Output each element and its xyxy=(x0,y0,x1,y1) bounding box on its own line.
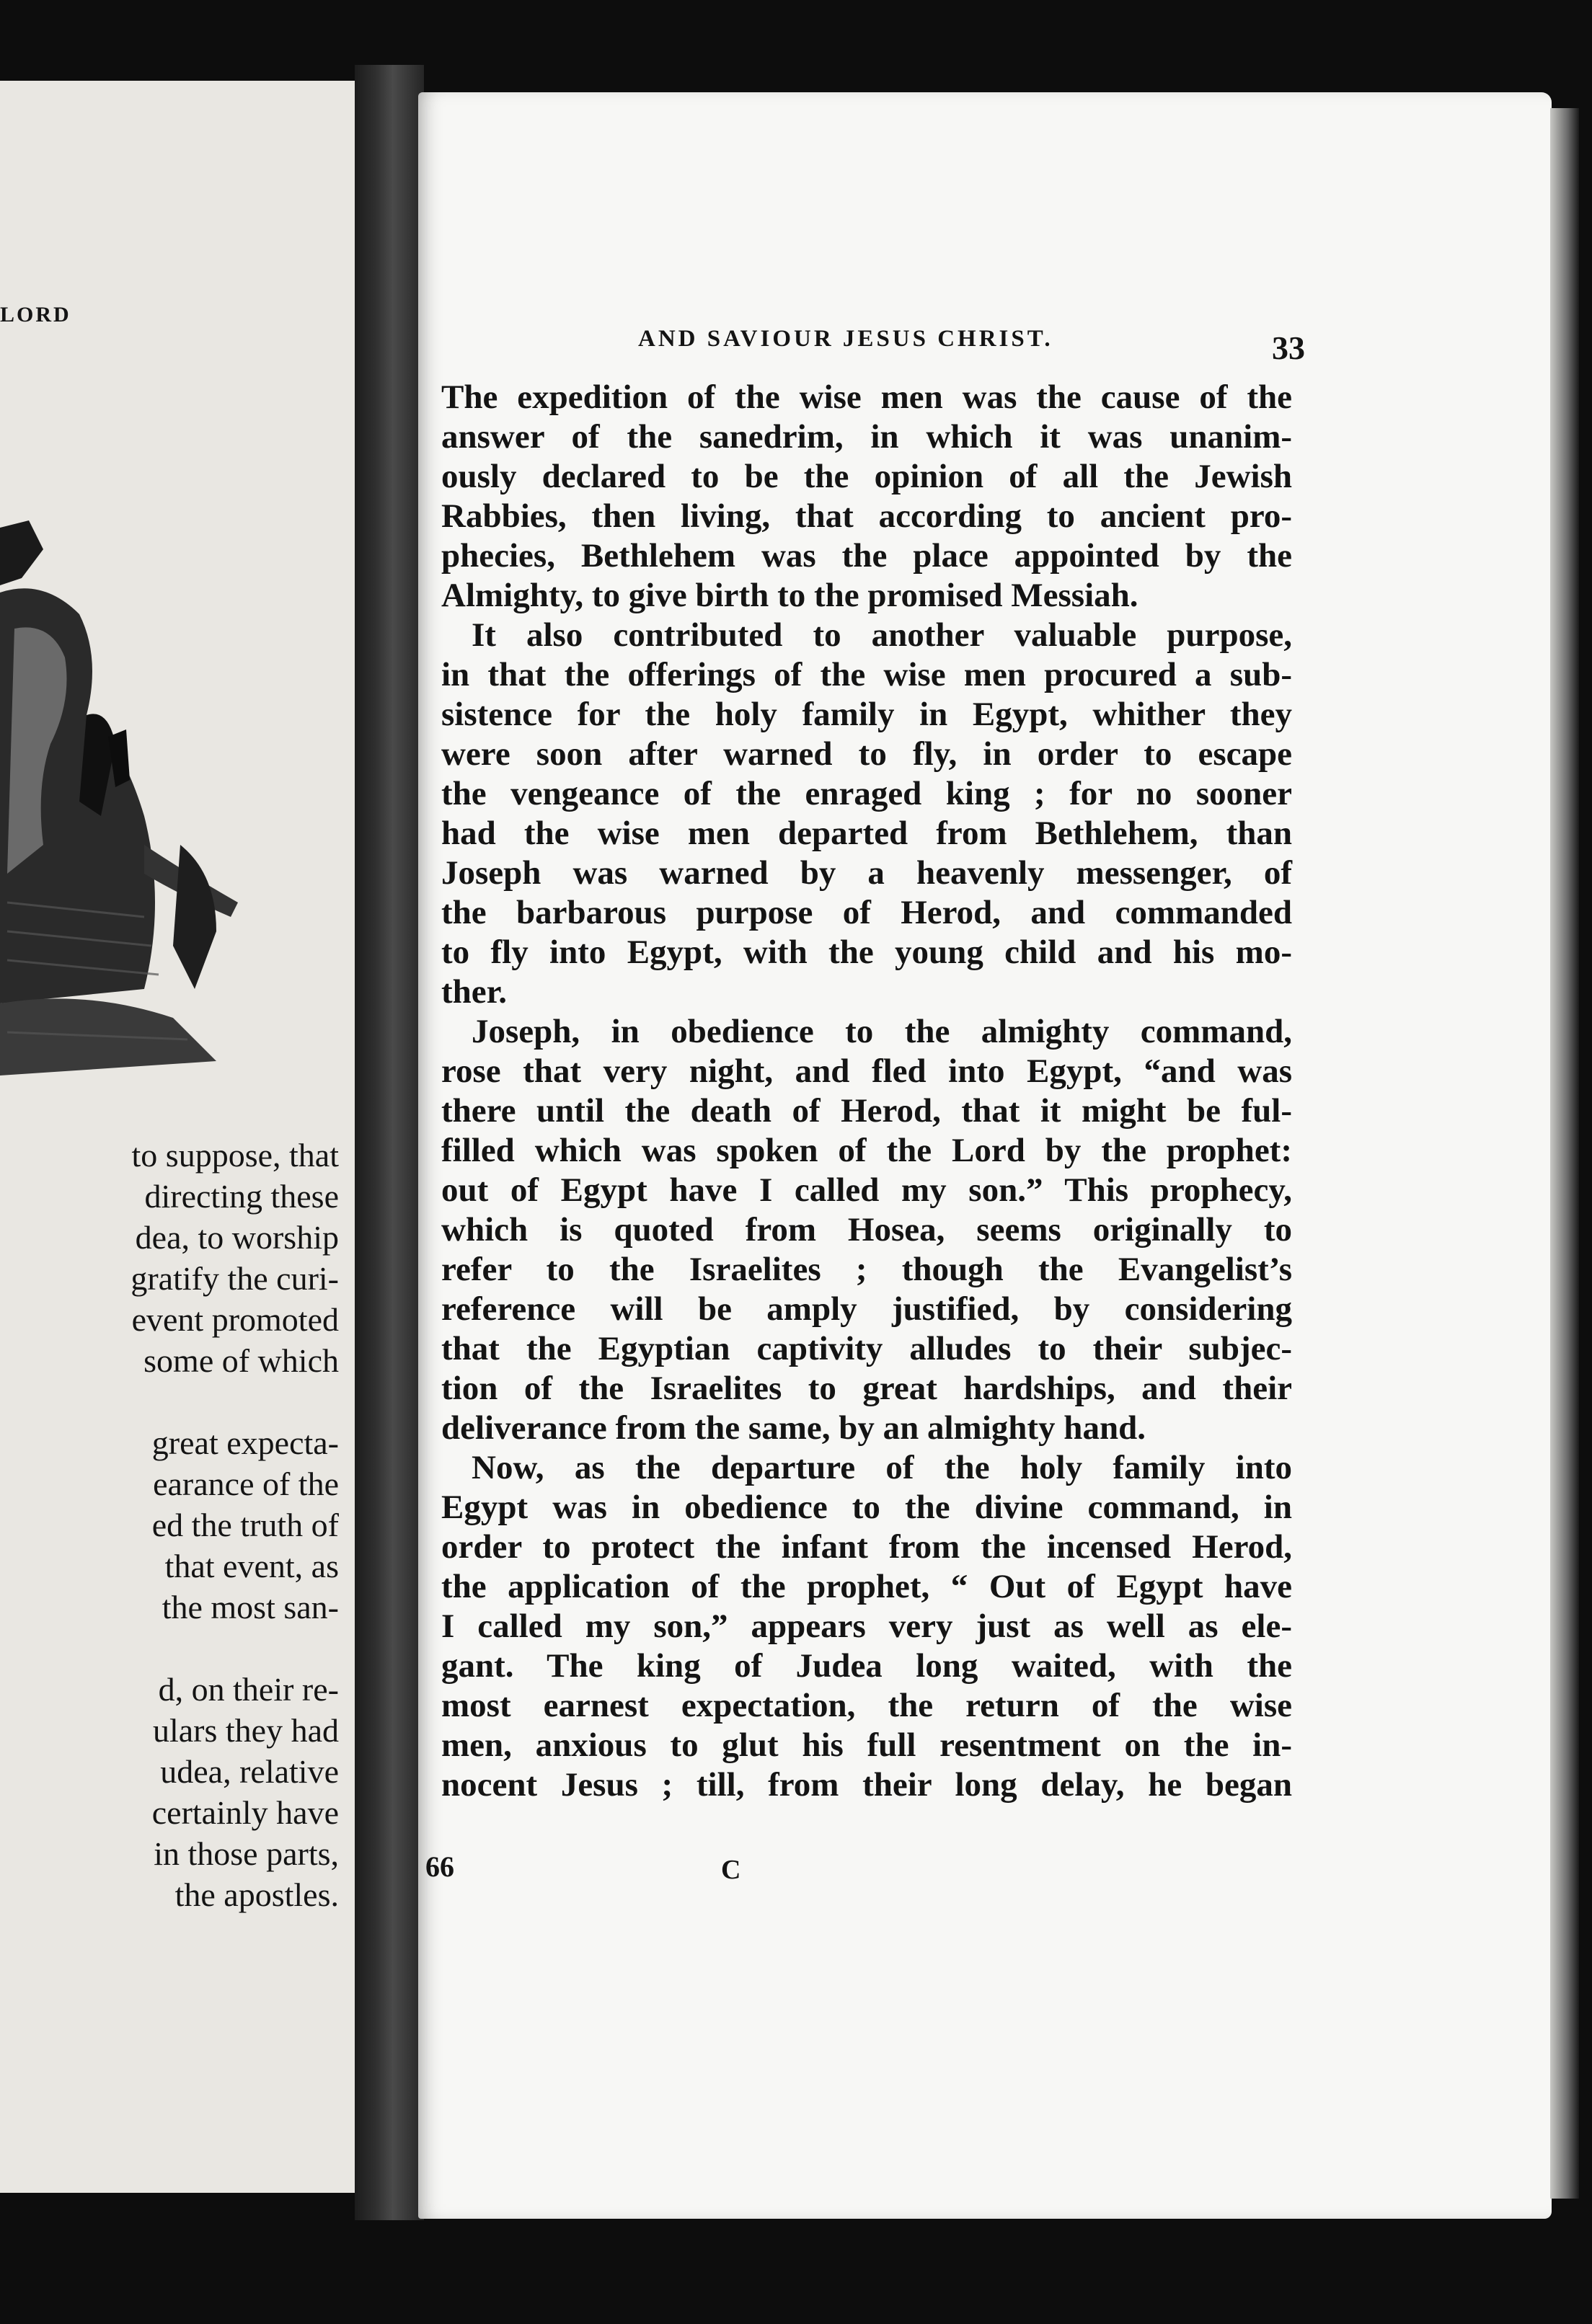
body-text xyxy=(441,378,1292,1805)
left-text-line xyxy=(0,1628,339,1669)
text-line: filled which was spoken of the Lord by the prophet: xyxy=(441,1132,1292,1169)
text-line: the application of the prophet, “ Out of Egypt have xyxy=(441,1568,1292,1605)
left-text-line: earance of the xyxy=(153,1465,339,1502)
text-line: sistence for the holy family in Egypt, whither they xyxy=(441,696,1292,733)
text-line: out of Egypt have I called my son.” This prophecy, xyxy=(441,1171,1292,1209)
text-line: the vengeance of the enraged king ; for no sooner xyxy=(441,775,1292,812)
left-text-line: great expecta- xyxy=(151,1424,339,1461)
left-text-line xyxy=(0,1381,339,1422)
text-line: men, anxious to glut his full resentment on the in- xyxy=(441,1726,1292,1764)
text-line: to fly into Egypt, with the young child and his mo- xyxy=(441,933,1292,971)
text-line: deliverance from the same, by an almighty hand. xyxy=(441,1409,1146,1447)
left-text-line: ed the truth of xyxy=(151,1507,339,1543)
left-text-line: udea, relative xyxy=(160,1753,339,1790)
text-line: Now, as the departure of the holy family into xyxy=(472,1449,1292,1486)
text-line: were soon after warned to fly, in order to escape xyxy=(441,735,1292,773)
text-line: which is quoted from Hosea, seems originally to xyxy=(441,1211,1292,1249)
left-text-line: that event, as xyxy=(164,1548,339,1584)
left-page xyxy=(0,81,355,2193)
left-text-line: in those parts, xyxy=(154,1835,339,1872)
text-line: order to protect the infant from the incensed Herod, xyxy=(441,1528,1292,1566)
left-text-line: dea, to worship xyxy=(135,1219,339,1256)
text-line: Joseph was warned by a heavenly messenger, of xyxy=(441,854,1292,892)
text-line: Almighty, to give birth to the promised Messiah. xyxy=(441,577,1138,614)
text-line: refer to the Israelites ; though the Evangelist’s xyxy=(441,1251,1292,1288)
left-text-line: directing these xyxy=(144,1178,339,1215)
text-line: gant. The king of Judea long waited, with the xyxy=(441,1647,1292,1685)
left-text-line: gratify the curi- xyxy=(131,1260,339,1297)
page-number: 33 xyxy=(1272,329,1305,366)
left-text-line: the most san- xyxy=(162,1589,339,1626)
book-gutter xyxy=(355,65,424,2220)
text-line: the barbarous purpose of Herod, and commanded xyxy=(441,894,1292,931)
page-edge-shadow xyxy=(1550,108,1579,2199)
text-line: there until the death of Herod, that it might be ful- xyxy=(441,1092,1292,1130)
left-text-line: d, on their re- xyxy=(158,1671,339,1708)
text-line: tion of the Israelites to great hardships, and their xyxy=(441,1370,1292,1407)
engraving-illustration xyxy=(0,441,245,1090)
left-text-line: certainly have xyxy=(151,1794,339,1831)
signature-mark: 66 xyxy=(425,1850,454,1883)
text-line: I called my son,” appears very just as well as ele- xyxy=(441,1607,1292,1645)
text-line: phecies, Bethlehem was the place appointed by the xyxy=(441,537,1292,575)
text-line: reference will be amply justified, by considering xyxy=(441,1290,1292,1328)
text-line: in that the offerings of the wise men procured a sub- xyxy=(441,656,1292,693)
left-running-head: LORD xyxy=(0,303,71,327)
text-line: most earnest expectation, the return of the wise xyxy=(441,1687,1292,1724)
text-line: that the Egyptian captivity alludes to their subjec- xyxy=(441,1330,1292,1367)
left-page-text xyxy=(0,1135,339,1915)
signature-letter: C xyxy=(721,1855,741,1885)
left-text-line: event promoted xyxy=(131,1301,339,1338)
left-text-line: the apostles. xyxy=(174,1876,339,1913)
running-head: AND SAVIOUR JESUS CHRIST. xyxy=(638,326,1053,352)
text-line: nocent Jesus ; till, from their long delay, he began xyxy=(441,1766,1292,1804)
left-text-line: ulars they had xyxy=(152,1712,339,1749)
left-text-line: some of which xyxy=(143,1342,339,1379)
text-line: Egypt was in obedience to the divine command, in xyxy=(441,1489,1292,1526)
text-line: answer of the sanedrim, in which it was unanim- xyxy=(441,418,1292,456)
text-line: Rabbies, then living, that according to ancient pro- xyxy=(441,497,1292,535)
text-line: rose that very night, and fled into Egypt, “and was xyxy=(441,1052,1292,1090)
text-line: Joseph, in obedience to the almighty command, xyxy=(472,1013,1292,1050)
left-text-line: to suppose, that xyxy=(131,1137,339,1174)
text-line: The expedition of the wise men was the cause of the xyxy=(441,378,1292,416)
text-line: ously declared to be the opinion of all the Jewish xyxy=(441,458,1292,495)
text-line: had the wise men departed from Bethlehem, than xyxy=(441,815,1292,852)
text-line: ther. xyxy=(441,973,507,1011)
text-line: It also contributed to another valuable purpose, xyxy=(472,616,1292,654)
